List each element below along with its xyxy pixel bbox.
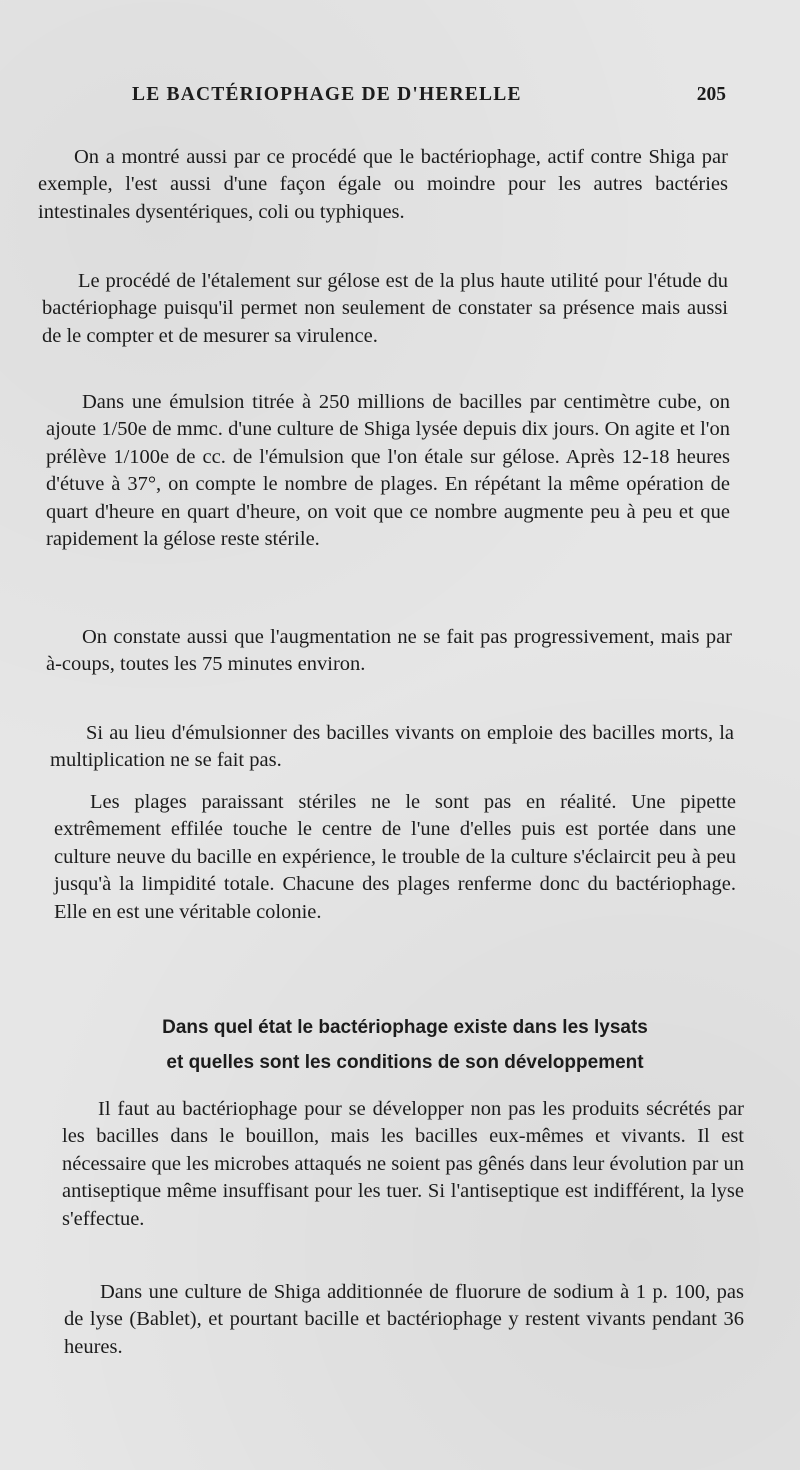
page-number: 205 — [696, 84, 726, 105]
running-title: LE BACTÉRIOPHAGE DE D'HERELLE — [132, 84, 522, 105]
section-paragraph-1: Il faut au bactériophage pour se développer non pas les produits sécrétés par les bacilles dans le bouillon, mais les bacilles eux-mêmes et vivants. Il est nécessaire que les microbes attaqués ne soient pas gênés dans leur évolution par un antiseptique même insuffisant pour les tuer. Si l'antiseptique est indifférent, la lyse s'effectue. — [62, 1098, 744, 1230]
section-heading-line-2: et quelles sont les conditions de son développement — [166, 1052, 644, 1073]
paragraph-3: Dans une émulsion titrée à 250 millions de bacilles par centimètre cube, on ajoute 1/50e de mmc. d'une culture de Shiga lysée depuis dix jours. On agite et l'on prélève 1/100e de cc. de l'émulsion que l'on étale sur gélose. Après 12-18 heures d'étuve à 37°, on compte le nombre de plages. En répétant la même opération de quart d'heure en quart d'heure, on voit que ce nombre augmente peu à peu et que rapidement la gélose reste stérile. — [46, 391, 730, 551]
running-header — [132, 84, 726, 114]
section-heading — [60, 1010, 750, 1080]
paragraph-4: On constate aussi que l'augmentation ne se fait pas progressivement, mais par à-coups, toutes les 75 minutes environ. — [46, 626, 732, 676]
paragraph-5: Si au lieu d'émulsionner des bacilles vivants on emploie des bacilles morts, la multiplication ne se fait pas. — [50, 722, 734, 772]
paragraph-1: On a montré aussi par ce procédé que le bactériophage, actif contre Shiga par exemple, l'est aussi d'une façon égale ou moindre pour les autres bactéries intestinales dysentériques, coli ou typhiques. — [38, 146, 728, 223]
section-paragraph-2: Dans une culture de Shiga additionnée de fluorure de sodium à 1 p. 100, pas de lyse (Bablet), et pourtant bacille et bactériophage y restent vivants pendant 36 heures. — [64, 1281, 744, 1358]
paragraph-2: Le procédé de l'étalement sur gélose est de la plus haute utilité pour l'étude du bactériophage puisqu'il permet non seulement de constater sa présence mais aussi de le compter et de mesurer sa virulence. — [42, 270, 728, 347]
section-heading-line-1: Dans quel état le bactériophage existe dans les lysats — [162, 1017, 648, 1038]
paragraph-6: Les plages paraissant stériles ne le sont pas en réalité. Une pipette extrêmement effilée touche le centre de l'une d'elles puis est portée dans une culture neuve du bacille en expérience, le trouble de la culture s'éclaircit peu à peu jusqu'à la limpidité totale. Chacune des plages renferme donc du bactériophage. Elle en est une véritable colonie. — [54, 791, 736, 923]
